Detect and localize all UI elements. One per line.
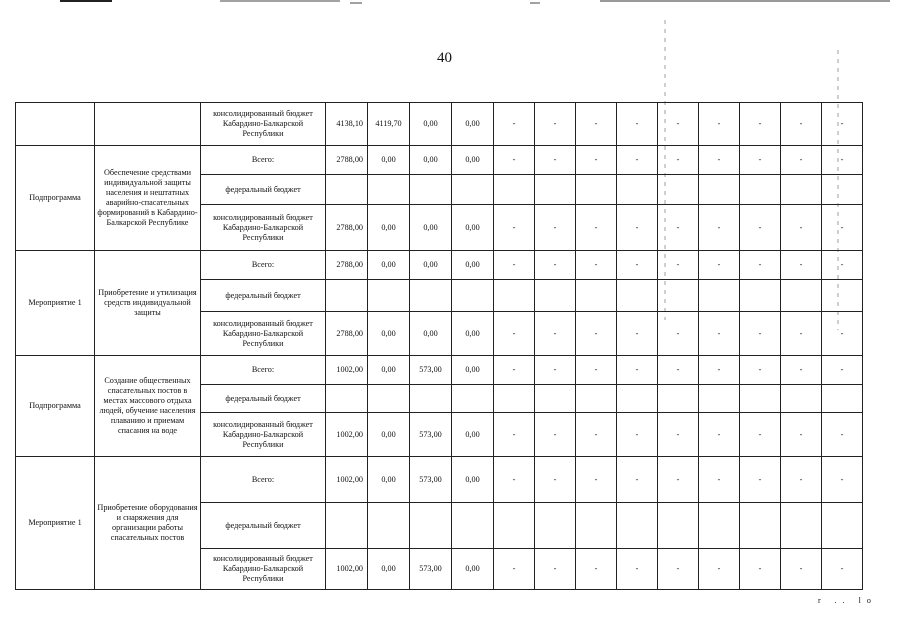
- empty-year-cell: -: [494, 312, 535, 356]
- empty-year-cell: [658, 175, 699, 205]
- amount-cell: [368, 175, 410, 205]
- empty-year-cell: -: [494, 251, 535, 280]
- amount-cell: [368, 385, 410, 413]
- empty-year-cell: -: [699, 356, 740, 385]
- amount-cell: 4119,70: [368, 103, 410, 146]
- empty-year-cell: [535, 175, 576, 205]
- table-row: [16, 457, 863, 503]
- empty-year-cell: -: [740, 312, 781, 356]
- empty-year-cell: -: [740, 549, 781, 590]
- empty-year-cell: -: [494, 103, 535, 146]
- amount-cell: 0,00: [368, 205, 410, 251]
- amount-cell: [452, 503, 494, 549]
- empty-year-cell: -: [576, 251, 617, 280]
- empty-year-cell: [658, 385, 699, 413]
- amount-cell: 1002,00: [326, 457, 368, 503]
- empty-year-cell: -: [740, 146, 781, 175]
- empty-year-cell: -: [781, 205, 822, 251]
- table-row: [16, 251, 863, 280]
- empty-year-cell: [658, 503, 699, 549]
- empty-year-cell: -: [699, 549, 740, 590]
- program-type-cell: Мероприятие 1: [16, 251, 95, 356]
- funding-source-cell: федеральный бюджет: [201, 280, 326, 312]
- amount-cell: [368, 280, 410, 312]
- empty-year-cell: -: [576, 312, 617, 356]
- empty-year-cell: -: [740, 413, 781, 457]
- empty-year-cell: -: [617, 312, 658, 356]
- program-name-cell: Создание общественных спасательных постов в местах массового отдыха людей, обучение населения плаванию и приемам спасания на воде: [95, 356, 201, 457]
- amount-cell: 0,00: [452, 146, 494, 175]
- amount-cell: 2788,00: [326, 146, 368, 175]
- amount-cell: [326, 280, 368, 312]
- empty-year-cell: [822, 175, 863, 205]
- empty-year-cell: [535, 280, 576, 312]
- empty-year-cell: [617, 280, 658, 312]
- empty-year-cell: -: [494, 356, 535, 385]
- program-name-cell: Обеспечение средствами индивидуальной защиты населения и нештатных аварийно-спасательных формирований в Кабардино-Балкарской Республике: [95, 146, 201, 251]
- budget-table: [15, 102, 863, 590]
- empty-year-cell: -: [781, 312, 822, 356]
- empty-year-cell: -: [535, 312, 576, 356]
- empty-year-cell: [576, 503, 617, 549]
- amount-cell: 573,00: [410, 549, 452, 590]
- table-row: [16, 356, 863, 385]
- funding-source-cell: федеральный бюджет: [201, 385, 326, 413]
- amount-cell: 0,00: [368, 413, 410, 457]
- amount-cell: 0,00: [452, 251, 494, 280]
- amount-cell: 0,00: [368, 312, 410, 356]
- empty-year-cell: -: [740, 103, 781, 146]
- empty-year-cell: -: [658, 549, 699, 590]
- empty-year-cell: -: [781, 549, 822, 590]
- amount-cell: 0,00: [410, 103, 452, 146]
- amount-cell: 0,00: [452, 312, 494, 356]
- empty-year-cell: [617, 385, 658, 413]
- amount-cell: 1002,00: [326, 549, 368, 590]
- empty-year-cell: -: [617, 549, 658, 590]
- empty-year-cell: -: [740, 356, 781, 385]
- funding-source-cell: Всего:: [201, 356, 326, 385]
- empty-year-cell: -: [617, 413, 658, 457]
- empty-year-cell: [699, 503, 740, 549]
- empty-year-cell: [535, 503, 576, 549]
- empty-year-cell: [576, 385, 617, 413]
- empty-year-cell: -: [576, 549, 617, 590]
- funding-source-cell: консолидированный бюджет Кабардино-Балкарской Республики: [201, 413, 326, 457]
- empty-year-cell: [822, 503, 863, 549]
- footer-mark: r .. lo: [818, 596, 877, 605]
- empty-year-cell: [576, 280, 617, 312]
- empty-year-cell: -: [535, 251, 576, 280]
- funding-source-cell: консолидированный бюджет Кабардино-Балкарской Республики: [201, 205, 326, 251]
- empty-year-cell: [699, 280, 740, 312]
- empty-year-cell: -: [781, 413, 822, 457]
- empty-year-cell: -: [658, 312, 699, 356]
- empty-year-cell: -: [822, 312, 863, 356]
- amount-cell: [326, 175, 368, 205]
- empty-year-cell: [740, 175, 781, 205]
- empty-year-cell: -: [658, 356, 699, 385]
- amount-cell: [326, 385, 368, 413]
- amount-cell: 0,00: [452, 356, 494, 385]
- amount-cell: 4138,10: [326, 103, 368, 146]
- empty-year-cell: [822, 385, 863, 413]
- amount-cell: [452, 175, 494, 205]
- empty-year-cell: -: [576, 146, 617, 175]
- empty-year-cell: [781, 385, 822, 413]
- funding-source-cell: Всего:: [201, 457, 326, 503]
- empty-year-cell: -: [617, 103, 658, 146]
- empty-year-cell: -: [699, 146, 740, 175]
- empty-year-cell: -: [658, 457, 699, 503]
- empty-year-cell: [699, 385, 740, 413]
- empty-year-cell: -: [535, 146, 576, 175]
- empty-year-cell: -: [535, 457, 576, 503]
- funding-source-cell: Всего:: [201, 146, 326, 175]
- empty-year-cell: [822, 280, 863, 312]
- empty-year-cell: [740, 503, 781, 549]
- empty-year-cell: -: [822, 103, 863, 146]
- empty-year-cell: [740, 280, 781, 312]
- empty-year-cell: -: [617, 146, 658, 175]
- amount-cell: [452, 385, 494, 413]
- empty-year-cell: -: [617, 205, 658, 251]
- empty-year-cell: -: [699, 457, 740, 503]
- empty-year-cell: -: [617, 251, 658, 280]
- funding-source-cell: консолидированный бюджет Кабардино-Балкарской Республики: [201, 549, 326, 590]
- amount-cell: [452, 280, 494, 312]
- funding-source-cell: федеральный бюджет: [201, 175, 326, 205]
- empty-year-cell: -: [576, 103, 617, 146]
- empty-year-cell: [781, 175, 822, 205]
- empty-year-cell: -: [494, 457, 535, 503]
- empty-year-cell: -: [617, 457, 658, 503]
- amount-cell: 0,00: [452, 549, 494, 590]
- empty-year-cell: -: [699, 205, 740, 251]
- funding-source-cell: федеральный бюджет: [201, 503, 326, 549]
- funding-source-cell: Всего:: [201, 251, 326, 280]
- page-number: 40: [437, 50, 452, 66]
- empty-year-cell: -: [740, 205, 781, 251]
- empty-year-cell: -: [822, 549, 863, 590]
- program-name-cell: Приобретение оборудования и снаряжения для организации работы спасательных постов: [95, 457, 201, 590]
- empty-year-cell: -: [781, 251, 822, 280]
- empty-year-cell: [494, 280, 535, 312]
- empty-year-cell: -: [822, 356, 863, 385]
- empty-year-cell: -: [535, 356, 576, 385]
- empty-year-cell: -: [699, 312, 740, 356]
- program-type-cell: Мероприятие 1: [16, 457, 95, 590]
- amount-cell: [410, 280, 452, 312]
- amount-cell: 0,00: [368, 251, 410, 280]
- empty-year-cell: -: [822, 457, 863, 503]
- amount-cell: 2788,00: [326, 312, 368, 356]
- empty-year-cell: -: [535, 103, 576, 146]
- empty-year-cell: -: [576, 205, 617, 251]
- empty-year-cell: -: [576, 356, 617, 385]
- empty-year-cell: -: [494, 413, 535, 457]
- funding-source-cell: консолидированный бюджет Кабардино-Балкарской Республики: [201, 103, 326, 146]
- amount-cell: 0,00: [410, 312, 452, 356]
- empty-year-cell: [740, 385, 781, 413]
- empty-year-cell: -: [781, 457, 822, 503]
- empty-year-cell: [617, 175, 658, 205]
- amount-cell: 0,00: [368, 356, 410, 385]
- empty-year-cell: -: [781, 356, 822, 385]
- program-name-cell: Приобретение и утилизация средств индивидуальной защиты: [95, 251, 201, 356]
- empty-year-cell: -: [658, 103, 699, 146]
- amount-cell: 0,00: [410, 146, 452, 175]
- empty-year-cell: -: [658, 413, 699, 457]
- amount-cell: [410, 385, 452, 413]
- empty-year-cell: [535, 385, 576, 413]
- empty-year-cell: -: [535, 413, 576, 457]
- empty-year-cell: -: [617, 356, 658, 385]
- amount-cell: 0,00: [368, 146, 410, 175]
- amount-cell: 0,00: [452, 457, 494, 503]
- empty-year-cell: [494, 175, 535, 205]
- amount-cell: 0,00: [452, 103, 494, 146]
- empty-year-cell: -: [781, 146, 822, 175]
- amount-cell: 1002,00: [326, 413, 368, 457]
- empty-year-cell: [658, 280, 699, 312]
- empty-year-cell: [494, 385, 535, 413]
- funding-source-cell: консолидированный бюджет Кабардино-Балкарской Республики: [201, 312, 326, 356]
- empty-year-cell: -: [494, 146, 535, 175]
- program-type-cell: [16, 103, 95, 146]
- empty-year-cell: -: [494, 549, 535, 590]
- empty-year-cell: -: [699, 103, 740, 146]
- empty-year-cell: -: [535, 205, 576, 251]
- empty-year-cell: -: [658, 251, 699, 280]
- amount-cell: 2788,00: [326, 251, 368, 280]
- amount-cell: [410, 503, 452, 549]
- empty-year-cell: [781, 503, 822, 549]
- empty-year-cell: [576, 175, 617, 205]
- program-name-cell: [95, 103, 201, 146]
- amount-cell: 2788,00: [326, 205, 368, 251]
- amount-cell: 573,00: [410, 413, 452, 457]
- empty-year-cell: -: [494, 205, 535, 251]
- empty-year-cell: [781, 280, 822, 312]
- amount-cell: [368, 503, 410, 549]
- empty-year-cell: -: [781, 103, 822, 146]
- amount-cell: [326, 503, 368, 549]
- empty-year-cell: -: [658, 205, 699, 251]
- empty-year-cell: -: [699, 251, 740, 280]
- empty-year-cell: -: [576, 413, 617, 457]
- amount-cell: 0,00: [452, 205, 494, 251]
- table-row: [16, 146, 863, 175]
- amount-cell: 0,00: [452, 413, 494, 457]
- amount-cell: [410, 175, 452, 205]
- empty-year-cell: -: [822, 146, 863, 175]
- empty-year-cell: -: [822, 205, 863, 251]
- empty-year-cell: -: [576, 457, 617, 503]
- empty-year-cell: [699, 175, 740, 205]
- amount-cell: 0,00: [368, 457, 410, 503]
- amount-cell: 573,00: [410, 356, 452, 385]
- table-row: [16, 103, 863, 146]
- empty-year-cell: -: [740, 251, 781, 280]
- empty-year-cell: -: [699, 413, 740, 457]
- empty-year-cell: -: [535, 549, 576, 590]
- amount-cell: 0,00: [368, 549, 410, 590]
- empty-year-cell: -: [822, 251, 863, 280]
- empty-year-cell: -: [658, 146, 699, 175]
- amount-cell: 0,00: [410, 205, 452, 251]
- program-type-cell: Подпрограмма: [16, 356, 95, 457]
- program-type-cell: Подпрограмма: [16, 146, 95, 251]
- amount-cell: 573,00: [410, 457, 452, 503]
- empty-year-cell: -: [740, 457, 781, 503]
- empty-year-cell: [494, 503, 535, 549]
- amount-cell: 1002,00: [326, 356, 368, 385]
- amount-cell: 0,00: [410, 251, 452, 280]
- empty-year-cell: [617, 503, 658, 549]
- empty-year-cell: -: [822, 413, 863, 457]
